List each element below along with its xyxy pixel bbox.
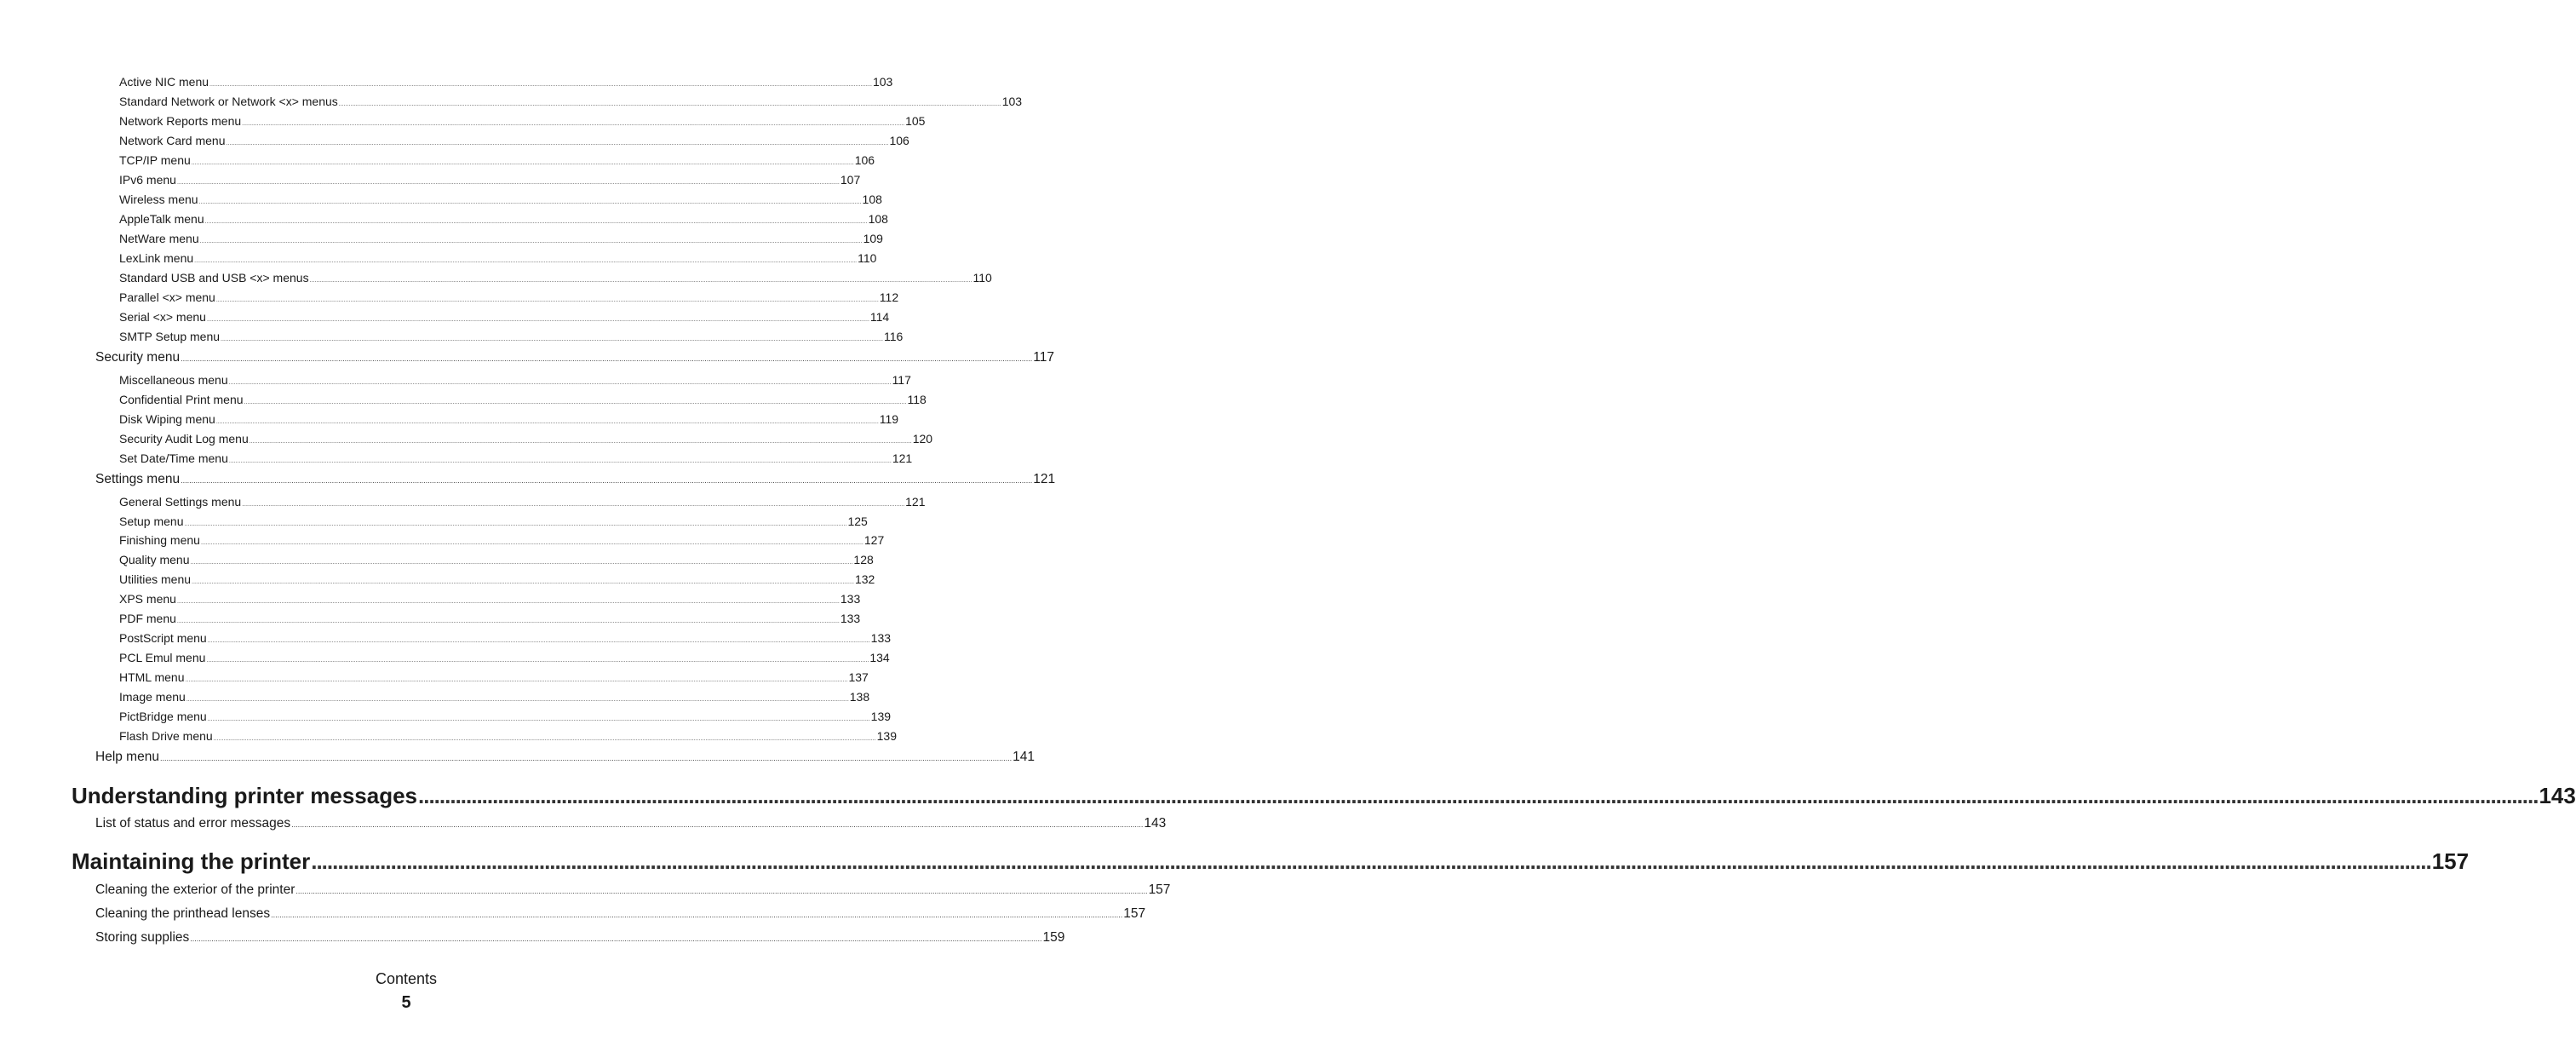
toc-subsection-entry[interactable] <box>119 330 904 346</box>
toc-entry-page-number: 139 <box>870 710 892 723</box>
toc-entry-page-number: 106 <box>854 153 875 167</box>
toc-section-entry[interactable] <box>95 750 1036 767</box>
toc-entry-title: Active NIC menu <box>119 75 209 89</box>
toc-entry-page-number: 143 <box>2539 783 2576 808</box>
toc-entry-title: Settings menu <box>95 472 181 486</box>
toc-entry-page-number: 117 <box>892 373 911 387</box>
toc-entry-title: Wireless menu <box>119 193 198 206</box>
toc-dot-leader: ................................................................................................................................................................................................................................................................................................................................................................................................................ <box>199 239 863 244</box>
toc-dot-leader: ................................................................................................................................................................................................................................................................................................................................................................................................................ <box>159 754 1013 762</box>
toc-dot-leader: ................................................................................................................................................................................................................................................................................................................................................................................................................ <box>181 354 1033 363</box>
toc-entry-page-number: 107 <box>840 173 861 187</box>
toc-entry-page-number: 119 <box>879 412 899 426</box>
toc-subsection-entry[interactable] <box>119 373 911 389</box>
toc-entry-page-number: 103 <box>872 75 893 89</box>
toc-dot-leader: ................................................................................................................................................................................................................................................................................................................................................................................................................ <box>215 297 879 303</box>
toc-dot-leader: ................................................................................................................................................................................................................................................................................................................................................................................................................ <box>215 419 879 425</box>
toc-subsection-entry[interactable] <box>119 451 913 468</box>
toc-entry-title: Parallel <x> menu <box>119 290 215 304</box>
toc-subsection-entry[interactable] <box>119 592 861 608</box>
toc-dot-leader: ................................................................................................................................................................................................................................................................................................................................................................................................................ <box>244 400 907 405</box>
toc-entry-page-number: 116 <box>883 330 904 343</box>
toc-entry-title: Image menu <box>119 690 186 704</box>
toc-dot-leader: ................................................................................................................................................................................................................................................................................................................................................................................................................ <box>338 101 1001 107</box>
toc-subsection-entry[interactable] <box>119 232 883 248</box>
toc-subsection-entry[interactable] <box>119 515 868 531</box>
toc-dot-leader: ................................................................................................................................................................................................................................................................................................................................................................................................................ <box>185 677 848 683</box>
toc-section-entry[interactable] <box>95 882 1171 900</box>
toc-dot-leader: ................................................................................................................................................................................................................................................................................................................................................................................................................ <box>190 934 1042 943</box>
toc-entry-title: Standard Network or Network <x> menus <box>119 95 338 108</box>
toc-entry-title: Security menu <box>95 350 181 365</box>
toc-dot-leader: ................................................................................................................................................................................................................................................................................................................................................................................................................ <box>191 160 854 166</box>
toc-dot-leader: ................................................................................................................................................................................................................................................................................................................................................................................................................ <box>209 82 872 88</box>
toc-chapter-entry[interactable] <box>72 783 2576 813</box>
toc-dot-leader: ................................................................................................................................................................................................................................................................................................................................................................................................................ <box>226 141 889 147</box>
toc-entry-title: Confidential Print menu <box>119 393 244 406</box>
toc-entry-page-number: 109 <box>863 232 883 245</box>
toc-dot-leader: ................................................................................................................................................................................................................................................................................................................................................................................................................ <box>221 336 883 342</box>
toc-entry-title: PostScript menu <box>119 631 207 645</box>
toc-entry-page-number: 108 <box>868 212 888 226</box>
toc-entry-title: Maintaining the printer <box>72 848 311 874</box>
toc-entry-title: TCP/IP menu <box>119 153 191 167</box>
toc-entry-page-number: 106 <box>889 134 909 147</box>
toc-entry-page-number: 103 <box>1001 95 1023 108</box>
toc-entry-page-number: 110 <box>858 251 877 265</box>
toc-entry-title: List of status and error messages <box>95 816 291 831</box>
toc-subsection-entry[interactable] <box>119 393 927 409</box>
toc-entry-title: Understanding printer messages <box>72 783 417 808</box>
toc-dot-leader: ................................................................................................................................................................................................................................................................................................................................................................................................................ <box>190 560 853 566</box>
toc-entry-page-number: 127 <box>863 533 885 547</box>
toc-entry-page-number: 141 <box>1013 750 1036 764</box>
toc-entry-title: Flash Drive menu <box>119 729 213 743</box>
toc-dot-leader: ................................................................................................................................................................................................................................................................................................................................................................................................................ <box>186 697 849 703</box>
toc-entry-title: PictBridge menu <box>119 710 207 723</box>
toc-entry-title: SMTP Setup menu <box>119 330 221 343</box>
toc-entry-page-number: 133 <box>840 592 861 606</box>
toc-subsection-entry[interactable] <box>119 533 885 549</box>
toc-dot-leader: ................................................................................................................................................................................................................................................................................................................................................................................................................ <box>228 458 892 464</box>
toc-dot-leader: ................................................................................................................................................................................................................................................................................................................................................................................................................ <box>194 258 858 264</box>
toc-section-entry[interactable] <box>95 930 1065 948</box>
toc-dot-leader: ................................................................................................................................................................................................................................................................................................................................................................................................................ <box>207 638 870 644</box>
toc-section-entry[interactable] <box>95 906 1146 924</box>
toc-entry-page-number: 121 <box>892 451 913 465</box>
toc-entry-page-number: 117 <box>1033 350 1054 365</box>
toc-entry-title: PCL Emul menu <box>119 651 206 664</box>
toc-section-entry[interactable] <box>95 350 1054 368</box>
toc-entry-title: Cleaning the exterior of the printer <box>95 882 295 897</box>
toc-entry-page-number: 120 <box>912 432 933 446</box>
toc-dot-leader: ................................................................................................................................................................................................................................................................................................................................................................................................................ <box>207 716 870 722</box>
toc-entry-title: Setup menu <box>119 515 184 528</box>
toc-entry-page-number: 128 <box>853 553 874 566</box>
footer-page-number: 5 <box>401 993 411 1012</box>
toc-dot-leader: ................................................................................................................................................................................................................................................................................................................................................................................................................ <box>206 317 869 323</box>
toc-section-entry[interactable] <box>95 472 1056 490</box>
toc-entry-page-number: 134 <box>869 651 890 664</box>
toc-entry-title: Network Reports menu <box>119 114 242 128</box>
toc-subsection-entry[interactable] <box>119 729 897 745</box>
toc-dot-leader: ................................................................................................................................................................................................................................................................................................................................................................................................................ <box>204 219 868 225</box>
toc-subsection-entry[interactable] <box>119 290 899 307</box>
toc-entry-page-number: 137 <box>848 670 869 684</box>
toc-dot-leader: ................................................................................................................................................................................................................................................................................................................................................................................................................ <box>181 476 1033 485</box>
toc-entry-page-number: 110 <box>972 271 992 285</box>
toc-subsection-entry[interactable] <box>119 173 861 189</box>
toc-subsection-entry[interactable] <box>119 432 933 448</box>
toc-chapter-entry[interactable] <box>72 848 2470 879</box>
toc-entry-title: Miscellaneous menu <box>119 373 228 387</box>
toc-entry-title: Standard USB and USB <x> menus <box>119 271 309 285</box>
toc-entry-title: Disk Wiping menu <box>119 412 215 426</box>
toc-entry-page-number: 125 <box>847 515 868 528</box>
toc-entry-title: Storing supplies <box>95 930 190 945</box>
toc-entry-title: Finishing menu <box>119 533 200 547</box>
toc-dot-leader: ................................................................................................................................................................................................................................................................................................................................................................................................................ <box>176 618 840 624</box>
toc-entry-page-number: 157 <box>1123 906 1146 921</box>
toc-entry-page-number: 121 <box>1033 472 1056 486</box>
toc-dot-leader: ................................................................................................................................................................................................................................................................................................................................................................................................................ <box>271 911 1123 919</box>
toc-entry-title: Security Audit Log menu <box>119 432 249 446</box>
toc-dot-leader: ................................................................................................................................................................................................................................................................................................................................................................................................................ <box>206 658 869 664</box>
toc-subsection-entry[interactable] <box>119 114 926 130</box>
toc-subsection-entry[interactable] <box>119 193 882 209</box>
toc-entry-title: XPS menu <box>119 592 176 606</box>
toc-subsection-entry[interactable] <box>119 631 892 647</box>
toc-dot-leader: ................................................................................................................................................................................................................................................................................................................................................................................................................ <box>184 521 847 527</box>
toc-dot-leader: ................................................................................................................................................................................................................................................................................................................................................................................................................ <box>291 820 1144 829</box>
toc-dot-leader: ................................................................................................................................................................................................................................................................................................................................................................................................................ <box>295 887 1148 895</box>
toc-entry-page-number: 139 <box>876 729 897 743</box>
toc-dot-leader: ................................................................................................................................................................................................................................................................................................................................................................................................................ <box>228 380 892 386</box>
toc-entry-page-number: 118 <box>907 393 927 406</box>
toc-entry-page-number: 133 <box>870 631 892 645</box>
toc-entry-title: NetWare menu <box>119 232 199 245</box>
toc-dot-leader: ................................................................................................................................................................................................................................................................................................................................................................................................................ <box>242 121 905 127</box>
toc-subsection-entry[interactable] <box>119 495 926 511</box>
toc-subsection-entry[interactable] <box>119 153 875 170</box>
toc-subsection-entry[interactable] <box>119 572 875 589</box>
toc-subsection-entry[interactable] <box>119 690 870 706</box>
toc-dot-leader: ................................................................................................................................................................................................................................................................................................................................................................................................................ <box>418 783 2539 808</box>
toc-entry-page-number: 157 <box>2431 848 2470 874</box>
toc-entry-page-number: 157 <box>1148 882 1171 897</box>
toc-entry-title: Cleaning the printhead lenses <box>95 906 271 921</box>
toc-entry-title: Network Card menu <box>119 134 226 147</box>
toc-entry-page-number: 132 <box>854 572 875 586</box>
toc-subsection-entry[interactable] <box>119 553 874 569</box>
toc-subsection-entry[interactable] <box>119 710 892 726</box>
toc-entry-title: Help menu <box>95 750 159 764</box>
toc-subsection-entry[interactable] <box>119 412 899 428</box>
toc-entry-page-number: 108 <box>862 193 882 206</box>
toc-entry-page-number: 138 <box>849 690 870 704</box>
toc-entry-page-number: 121 <box>905 495 926 509</box>
toc-section-entry[interactable] <box>95 816 1167 834</box>
toc-entry-title: PDF menu <box>119 612 176 625</box>
toc-dot-leader: ................................................................................................................................................................................................................................................................................................................................................................................................................ <box>176 599 840 605</box>
toc-subsection-entry[interactable] <box>119 310 890 326</box>
toc-entry-page-number: 105 <box>905 114 926 128</box>
toc-subsection-entry[interactable] <box>119 95 1023 111</box>
toc-dot-leader: ................................................................................................................................................................................................................................................................................................................................................................................................................ <box>213 736 876 742</box>
toc-entry-title: LexLink menu <box>119 251 194 265</box>
toc-dot-leader: ................................................................................................................................................................................................................................................................................................................................................................................................................ <box>176 180 840 186</box>
toc-entry-page-number: 133 <box>840 612 861 625</box>
toc-entry-page-number: 143 <box>1144 816 1167 831</box>
toc-entry-title: Set Date/Time menu <box>119 451 228 465</box>
toc-dot-leader: ................................................................................................................................................................................................................................................................................................................................................................................................................ <box>311 848 2431 874</box>
footer-section-label: Contents <box>375 970 438 987</box>
toc-entry-title: IPv6 menu <box>119 173 176 187</box>
toc-subsection-entry[interactable] <box>119 251 877 267</box>
toc-dot-leader: ................................................................................................................................................................................................................................................................................................................................................................................................................ <box>309 278 972 284</box>
toc-entry-page-number: 112 <box>879 290 899 304</box>
toc-dot-leader: ................................................................................................................................................................................................................................................................................................................................................................................................................ <box>249 439 912 445</box>
toc-subsection-entry[interactable] <box>119 612 861 628</box>
toc-entry-title: Serial <x> menu <box>119 310 206 324</box>
toc-dot-leader: ................................................................................................................................................................................................................................................................................................................................................................................................................ <box>192 579 854 585</box>
toc-entry-page-number: 114 <box>869 310 890 324</box>
toc-entry-title: Quality menu <box>119 553 190 566</box>
toc-entry-title: Utilities menu <box>119 572 192 586</box>
toc-dot-leader: ................................................................................................................................................................................................................................................................................................................................................................................................................ <box>198 199 862 205</box>
toc-subsection-entry[interactable] <box>119 134 909 150</box>
toc-entry-page-number: 159 <box>1042 930 1065 945</box>
toc-subsection-entry[interactable] <box>119 212 888 228</box>
toc-entry-title: HTML menu <box>119 670 185 684</box>
toc-subsection-entry[interactable] <box>119 670 869 687</box>
toc-entry-title: General Settings menu <box>119 495 242 509</box>
toc-subsection-entry[interactable] <box>119 651 890 667</box>
toc-entry-title: AppleTalk menu <box>119 212 204 226</box>
toc-dot-leader: ................................................................................................................................................................................................................................................................................................................................................................................................................ <box>200 540 863 546</box>
toc-dot-leader: ................................................................................................................................................................................................................................................................................................................................................................................................................ <box>242 502 905 508</box>
toc-subsection-entry[interactable] <box>119 75 893 91</box>
toc-subsection-entry[interactable] <box>119 271 992 287</box>
